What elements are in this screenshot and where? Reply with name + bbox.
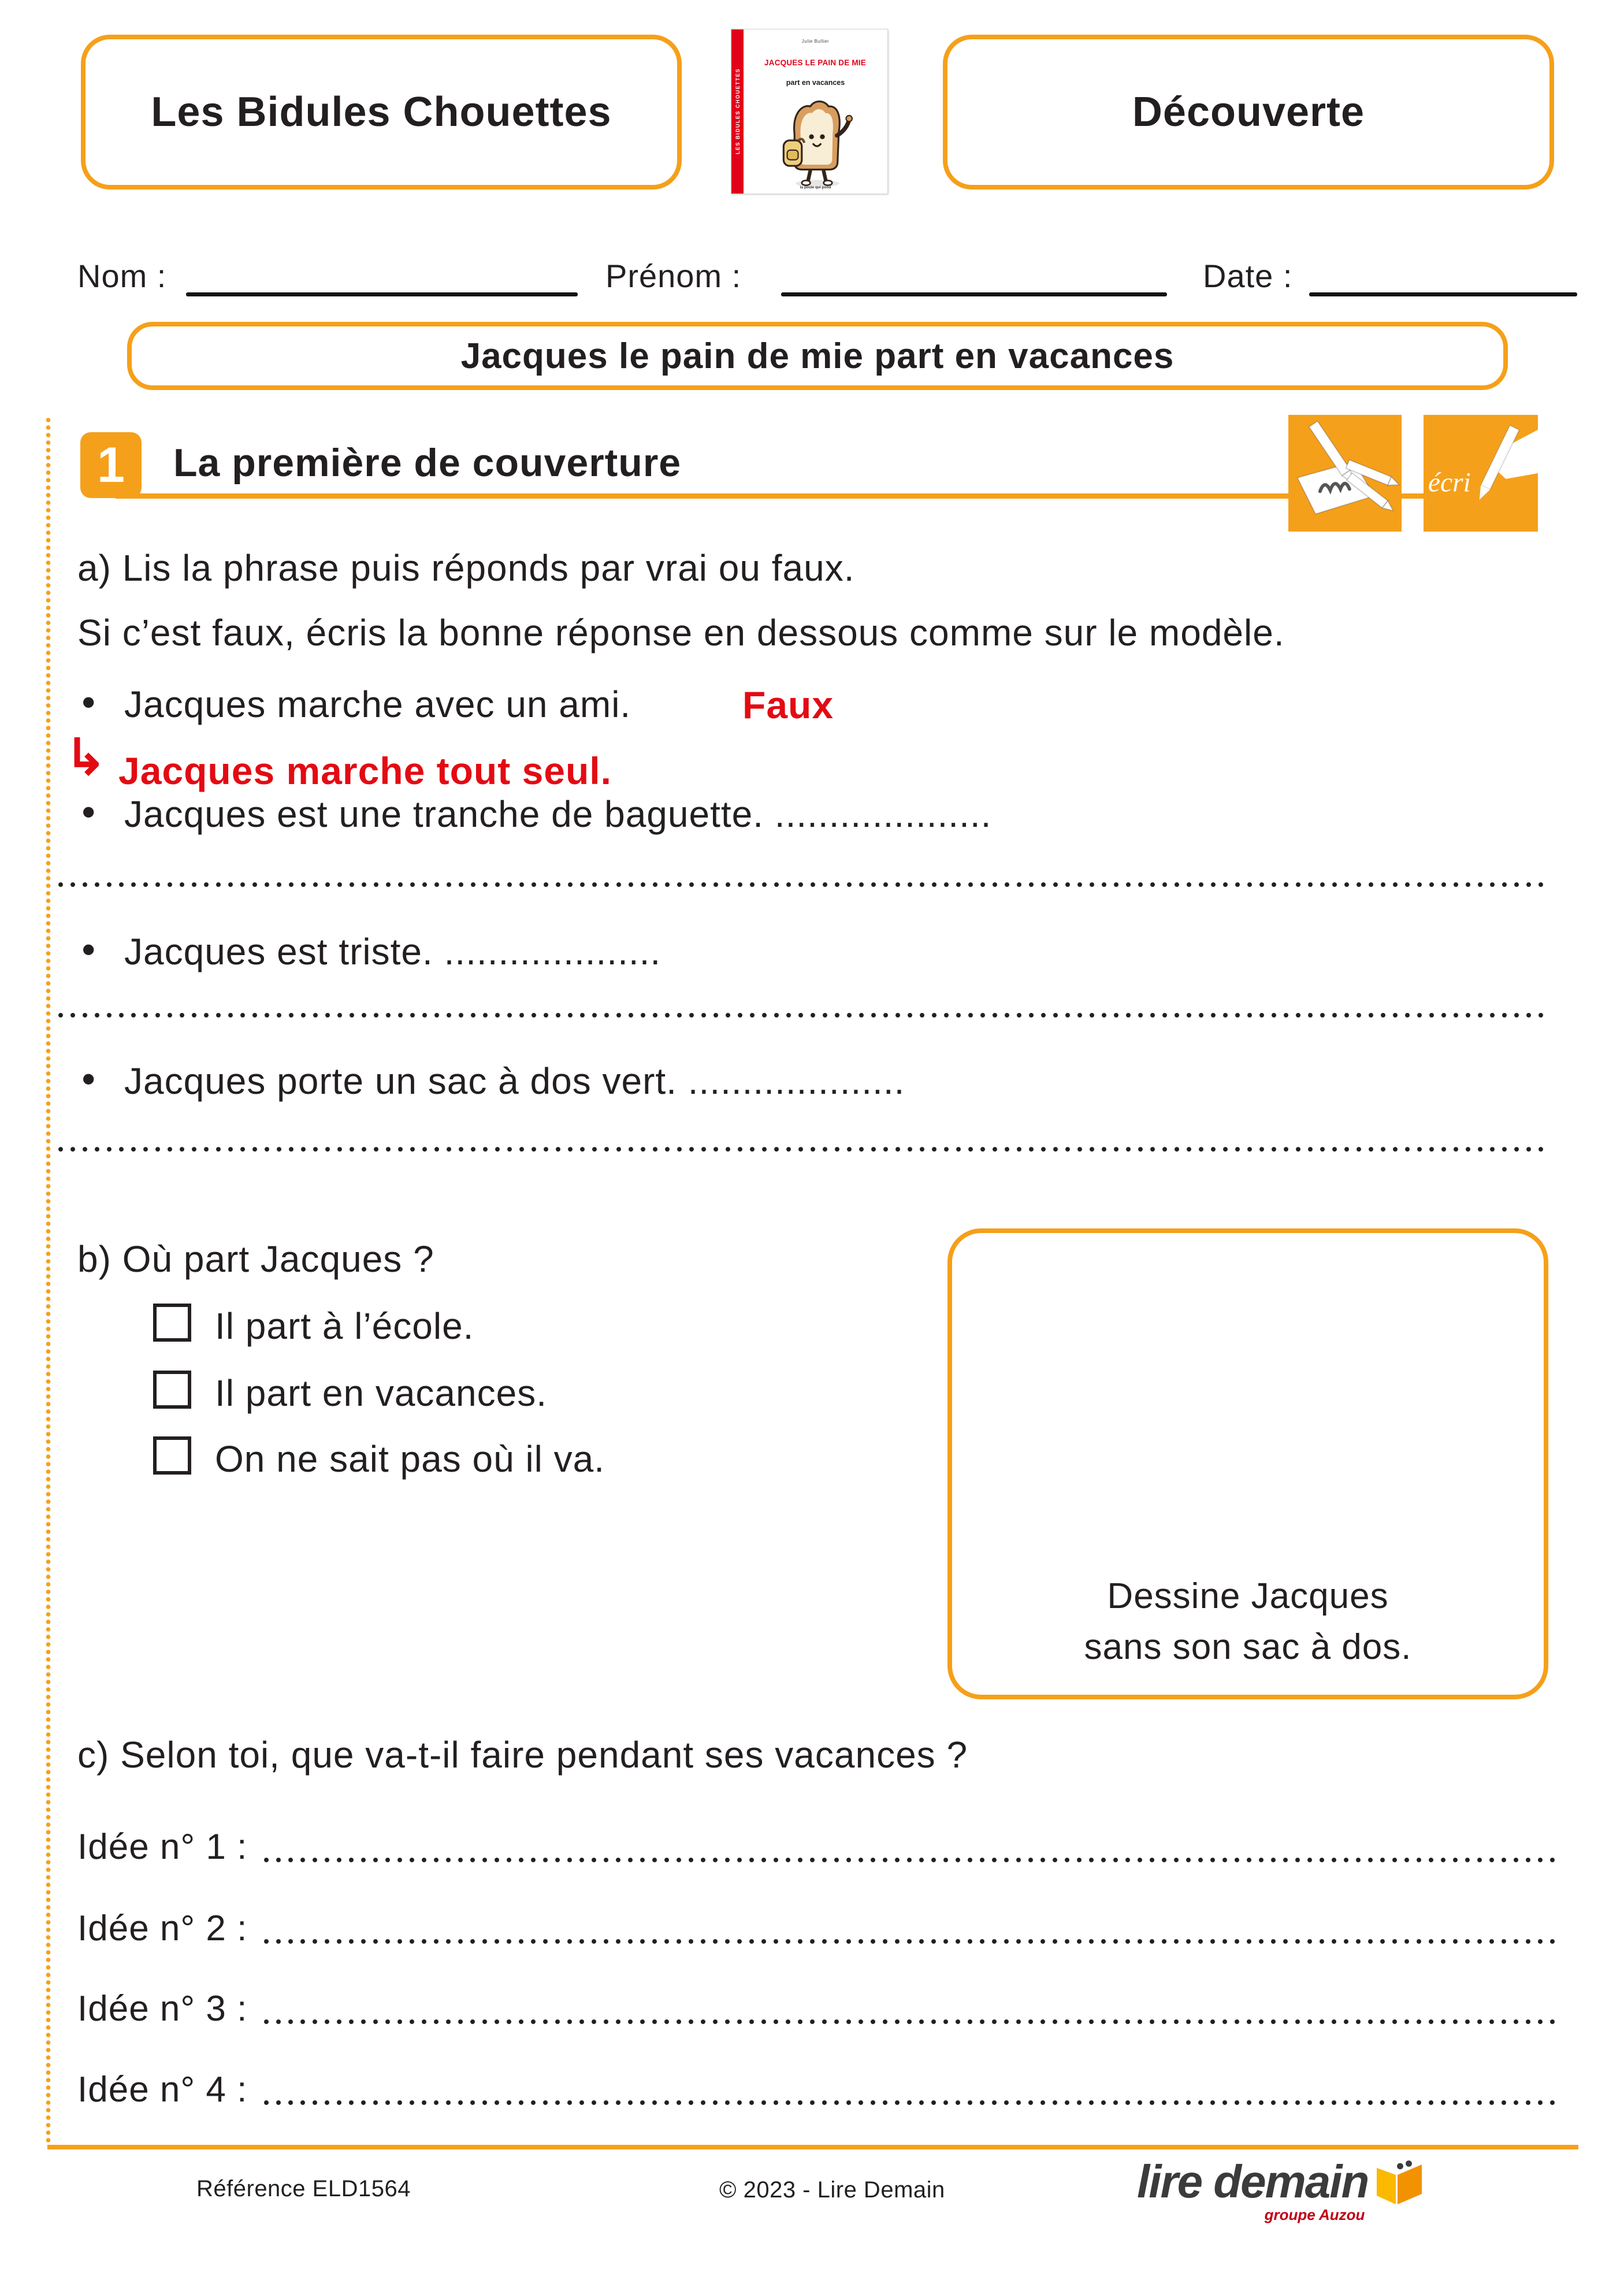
statement-2: Jacques est triste. .................... xyxy=(124,931,662,972)
checkbox-option-2[interactable] xyxy=(153,1371,191,1409)
book-subtitle: part en vacances xyxy=(786,79,845,87)
write-icon xyxy=(1424,415,1538,532)
footer-divider xyxy=(47,2145,1578,2149)
idea-row-4 xyxy=(77,2064,1562,2108)
idea-3-label: Idée n° 3 : xyxy=(77,1989,248,2029)
date-label: Date : xyxy=(1203,258,1293,294)
worksheet-title-banner xyxy=(127,322,1508,390)
section-number-badge xyxy=(80,432,142,498)
copyright: © 2023 - Lire Demain xyxy=(719,2177,945,2203)
activity-type: Découverte xyxy=(1132,89,1365,135)
answer-line-1[interactable] xyxy=(58,882,1548,888)
drawing-caption-line-1: Dessine Jacques xyxy=(1107,1576,1389,1616)
answer-line-2[interactable] xyxy=(58,1012,1548,1018)
idea-4-line[interactable] xyxy=(263,2100,1562,2106)
answer-line-3[interactable] xyxy=(58,1146,1548,1152)
drawing-caption-line-2: sans son sac à dos. xyxy=(1084,1627,1412,1667)
checkbox-option-1[interactable] xyxy=(153,1304,191,1342)
nom-input-line[interactable] xyxy=(186,292,578,296)
bullet-glyph: • xyxy=(82,929,95,970)
section-number: 1 xyxy=(97,437,125,493)
drawing-caption xyxy=(952,1571,1544,1673)
example-correction: Jacques marche tout seul. xyxy=(118,749,612,792)
idea-2-label: Idée n° 2 : xyxy=(77,1908,248,1948)
instruction-line-2: Si c’est faux, écris la bonne réponse en dessous comme sur le modèle. xyxy=(77,612,1285,653)
write-activity-badge xyxy=(1424,415,1538,532)
book-title: JACQUES LE PAIN DE MIE xyxy=(764,58,866,67)
date-input-line[interactable] xyxy=(1309,292,1577,296)
publisher-logo xyxy=(1137,2156,1427,2224)
statement-1: Jacques est une tranche de baguette. .................... xyxy=(124,793,992,835)
book-spine-text: LES BIDULES CHOUETTES xyxy=(734,68,741,155)
idea-3-line[interactable] xyxy=(263,2019,1562,2025)
reference-code: Référence ELD1564 xyxy=(196,2176,411,2201)
option-1-label: Il part à l’école. xyxy=(215,1305,474,1347)
idea-row-1 xyxy=(77,1821,1562,1865)
prenom-label: Prénom : xyxy=(605,258,742,294)
nom-label: Nom : xyxy=(77,258,167,294)
idea-1-line[interactable] xyxy=(263,1857,1562,1863)
question-c: c) Selon toi, que va-t-il faire pendant ses vacances ? xyxy=(77,1734,968,1776)
logo-subtext: groupe Auzou xyxy=(1264,2206,1365,2223)
write-icon-label: écri xyxy=(1428,467,1471,498)
margin-dotted-rule xyxy=(46,417,51,2146)
prenom-input-line[interactable] xyxy=(781,292,1167,296)
bullet-glyph: • xyxy=(82,1058,95,1100)
option-2-label: Il part en vacances. xyxy=(215,1372,547,1414)
worksheet-title: Jacques le pain de mie part en vacances xyxy=(460,336,1175,376)
series-title: Les Bidules Chouettes xyxy=(151,89,612,135)
logo-text: lire demain xyxy=(1137,2156,1369,2207)
activity-type-box xyxy=(943,35,1554,190)
bread-character-illustration xyxy=(780,92,853,189)
book-spine xyxy=(731,29,744,194)
drawing-area[interactable] xyxy=(947,1228,1548,1699)
idea-row-2 xyxy=(77,1903,1562,1947)
statement-3: Jacques porte un sac à dos vert. .................... xyxy=(124,1060,905,1102)
checkbox-option-3[interactable] xyxy=(153,1436,191,1475)
book-publisher: la poule qui pond xyxy=(800,185,831,190)
draw-icon xyxy=(1288,415,1402,532)
example-answer: Faux xyxy=(742,684,834,726)
series-title-box xyxy=(81,35,682,190)
bullet-glyph: • xyxy=(82,681,95,723)
section-title: La première de couverture xyxy=(173,441,682,485)
idea-1-label: Idée n° 1 : xyxy=(77,1827,248,1867)
draw-activity-badge xyxy=(1288,415,1402,532)
option-3-label: On ne sait pas où il va. xyxy=(215,1438,605,1480)
return-arrow-icon: ↳ xyxy=(65,730,107,785)
open-book-icon xyxy=(1372,2154,1427,2213)
idea-4-label: Idée n° 4 : xyxy=(77,2070,248,2110)
question-b: b) Où part Jacques ? xyxy=(77,1238,434,1280)
idea-row-3 xyxy=(77,1983,1562,2027)
bullet-glyph: • xyxy=(82,791,95,833)
book-cover xyxy=(731,29,888,194)
example-statement: Jacques marche avec un ami. xyxy=(124,684,631,725)
book-author: Julie Bullier xyxy=(801,39,830,44)
instruction-line-1: a) Lis la phrase puis réponds par vrai ou faux. xyxy=(77,547,855,589)
idea-2-line[interactable] xyxy=(263,1939,1562,1944)
